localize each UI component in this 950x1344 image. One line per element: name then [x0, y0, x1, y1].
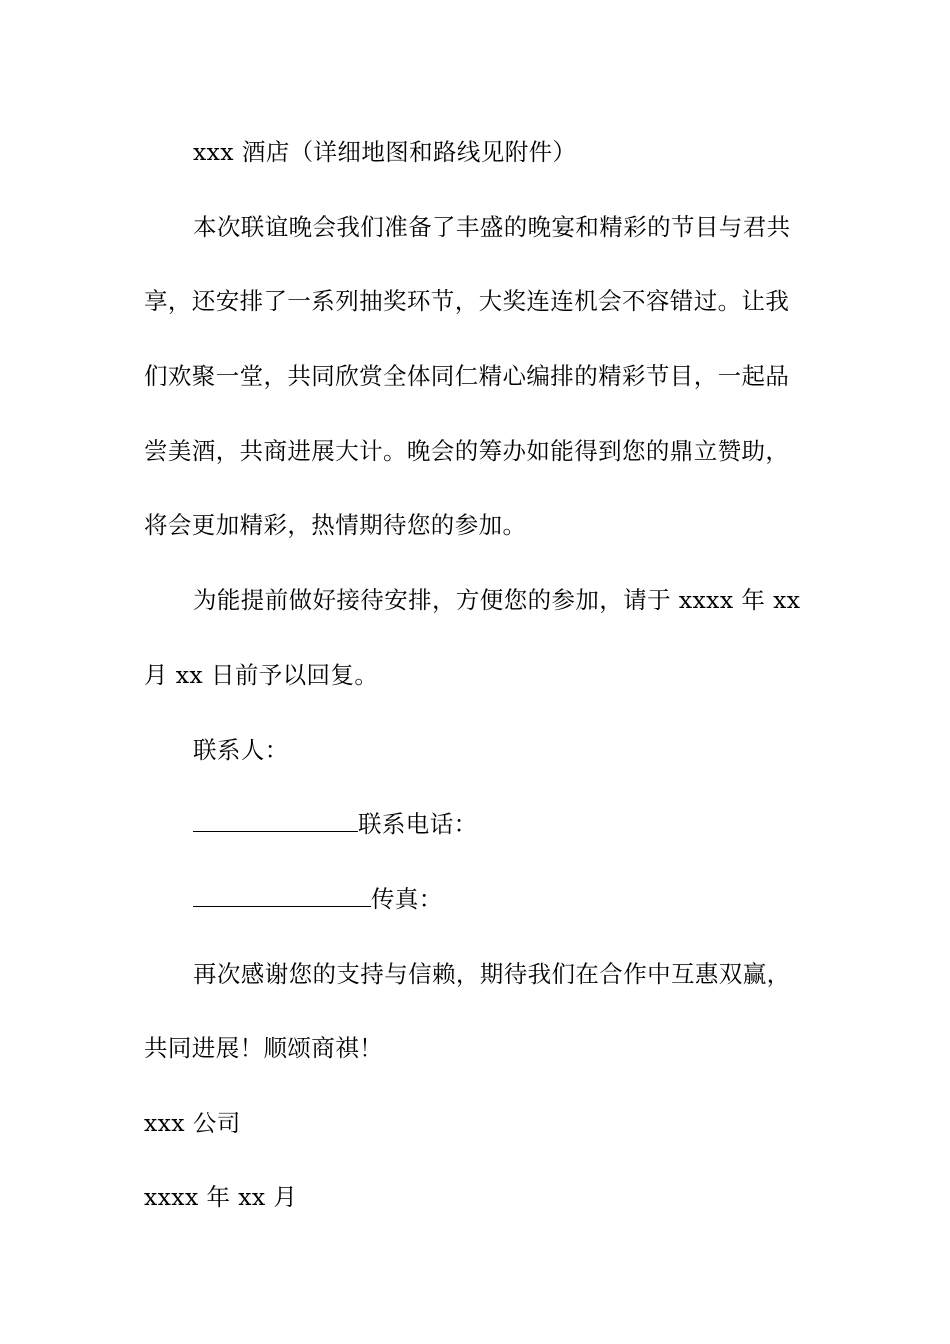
body-paragraph-1-line-1	[193, 211, 791, 243]
paragraph-text: 共同进展！顺颂商祺！	[144, 1034, 383, 1062]
paragraph-text: 为能提前做好接待安排，方便您的参加，请于 xxxx 年 xx	[193, 586, 801, 614]
paragraph-text: 月 xx 日前予以回复。	[144, 661, 379, 689]
closing-paragraph-line-2	[144, 1032, 383, 1064]
contact-person-line	[193, 734, 289, 766]
contact-phone-label: 联系电话：	[358, 810, 478, 838]
body-paragraph-1-line-3	[144, 360, 789, 392]
body-paragraph-1-line-5	[144, 509, 526, 541]
body-paragraph-1-line-2	[144, 285, 789, 317]
date-text: xxxx 年 xx 月	[144, 1183, 298, 1211]
phone-blank-line	[193, 809, 358, 832]
fax-label: 传真：	[371, 885, 443, 913]
venue-text: xxx 酒店（详细地图和路线见附件）	[193, 138, 577, 166]
contact-phone-line	[193, 808, 478, 840]
paragraph-text: 尝美酒，共商进展大计。晚会的筹办如能得到您的鼎立赞助，	[144, 437, 790, 465]
company-name: xxx 公司	[144, 1109, 241, 1137]
paragraph-text: 再次感谢您的支持与信赖，期待我们在合作中互惠双赢，	[193, 960, 791, 988]
fax-line	[193, 883, 443, 915]
paragraph-text: 本次联谊晚会我们准备了丰盛的晚宴和精彩的节目与君共	[193, 213, 791, 241]
signature-company	[144, 1107, 241, 1139]
closing-paragraph-line-1	[193, 958, 791, 990]
venue-line	[193, 136, 576, 168]
body-paragraph-2-line-2	[144, 659, 378, 691]
contact-person-label: 联系人：	[193, 736, 289, 764]
paragraph-text: 们欢聚一堂，共同欣赏全体同仁精心编排的精彩节目，一起品	[144, 362, 790, 390]
signature-date	[144, 1181, 297, 1213]
body-paragraph-2-line-1	[193, 584, 800, 616]
paragraph-text: 将会更加精彩，热情期待您的参加。	[144, 511, 527, 539]
body-paragraph-1-line-4	[144, 435, 789, 467]
paragraph-text: 享，还安排了一系列抽奖环节，大奖连连机会不容错过。让我	[144, 287, 790, 315]
fax-blank-line	[193, 884, 371, 907]
